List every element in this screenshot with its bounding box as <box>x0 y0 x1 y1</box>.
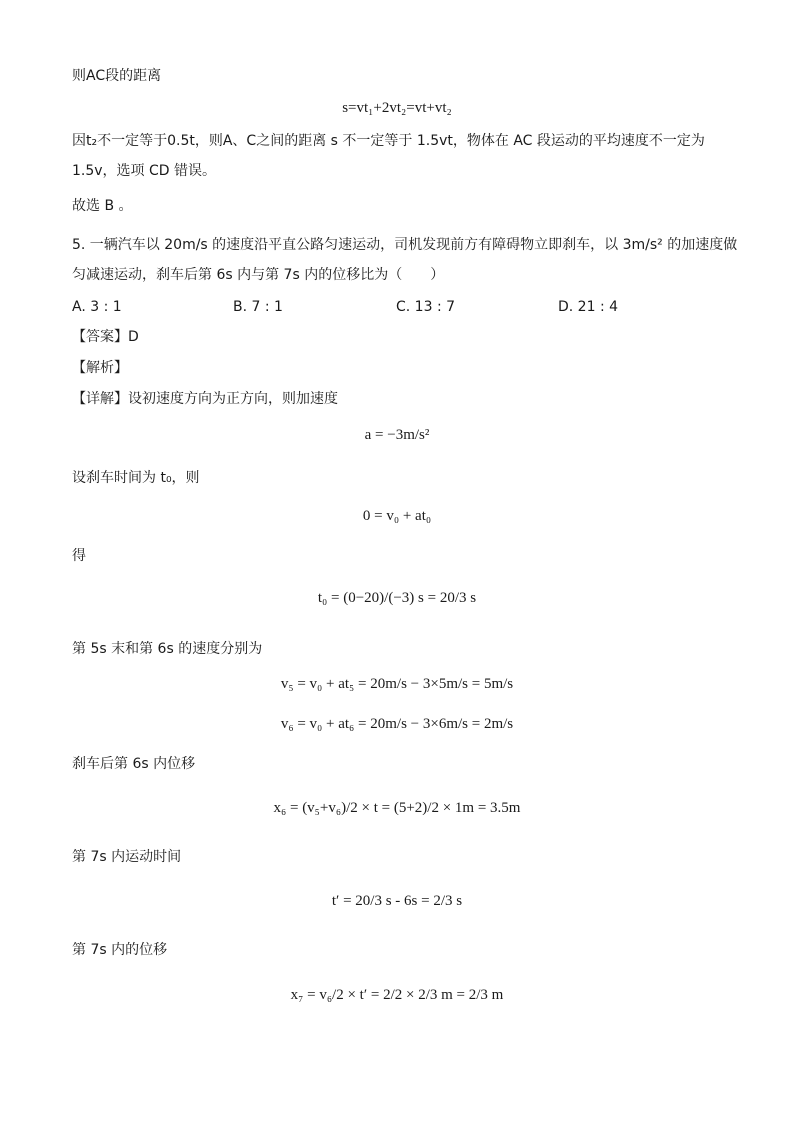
t-prime-intro: 第 7s 内运动时间 <box>72 849 182 865</box>
paragraph-line-2: 1.5v，选项 CD 错误。 <box>72 163 217 179</box>
de-line: 得 <box>72 548 86 564</box>
paragraph-line-1: 因t₂不一定等于0.5t，则A、C之间的距离 s 不一定等于 1.5vt，物体在 AC 段运动的平均速度不一定为 <box>72 133 705 149</box>
option-b: B. 7 : 1 <box>233 299 283 315</box>
equation-acceleration: a = −3m/s² <box>364 427 430 443</box>
ac-distance-intro: 则AC段的距离 <box>72 68 162 84</box>
option-a: A. 3 : 1 <box>72 299 122 315</box>
analysis-label: 【解析】 <box>72 360 128 376</box>
equation-x6: x₆ = (v₅+v₆)/2 × t = (5+2)/2 × 1m = 3.5m <box>273 800 521 816</box>
conclusion-line: 故选 B 。 <box>72 198 133 214</box>
option-d: D. 21 : 4 <box>558 299 619 315</box>
equation-s: s=vt₁+2vt₂=vt+vt₂ <box>342 100 452 116</box>
equation-zero-velocity: 0 = v₀ + at₀ <box>362 508 432 524</box>
option-c: C. 13 : 7 <box>396 299 456 315</box>
x7-intro: 第 7s 内的位移 <box>72 942 168 958</box>
question-5-line-2: 匀减速运动，刹车后第 6s 内与第 7s 内的位移比为（ ） <box>72 267 445 283</box>
equation-v5: v₅ = v₀ + at₅ = 20m/s − 3×5m/s = 5m/s <box>280 676 514 692</box>
v5-v6-intro: 第 5s 末和第 6s 的速度分别为 <box>72 641 263 657</box>
detail-line: 【详解】设初速度方向为正方向，则加速度 <box>72 391 338 407</box>
brake-time-intro: 设刹车时间为 t₀，则 <box>72 470 200 486</box>
question-5-line-1: 5. 一辆汽车以 20m/s 的速度沿平直公路匀速运动，司机发现前方有障碍物立即刹车，以 3m/s² 的加速度做 <box>72 237 738 253</box>
equation-t0: t₀ = (0−20)/(−3) s = 20/3 s <box>317 590 477 606</box>
equation-t-prime: t′ = 20/3 s - 6s = 2/3 s <box>331 893 463 909</box>
equation-v6: v₆ = v₀ + at₆ = 20m/s − 3×6m/s = 2m/s <box>280 716 514 732</box>
x6-intro: 刹车后第 6s 内位移 <box>72 756 196 772</box>
equation-x7: x₇ = v₆/2 × t′ = 2/2 × 2/3 m = 2/3 m <box>290 987 504 1003</box>
answer-label: 【答案】D <box>72 329 139 345</box>
